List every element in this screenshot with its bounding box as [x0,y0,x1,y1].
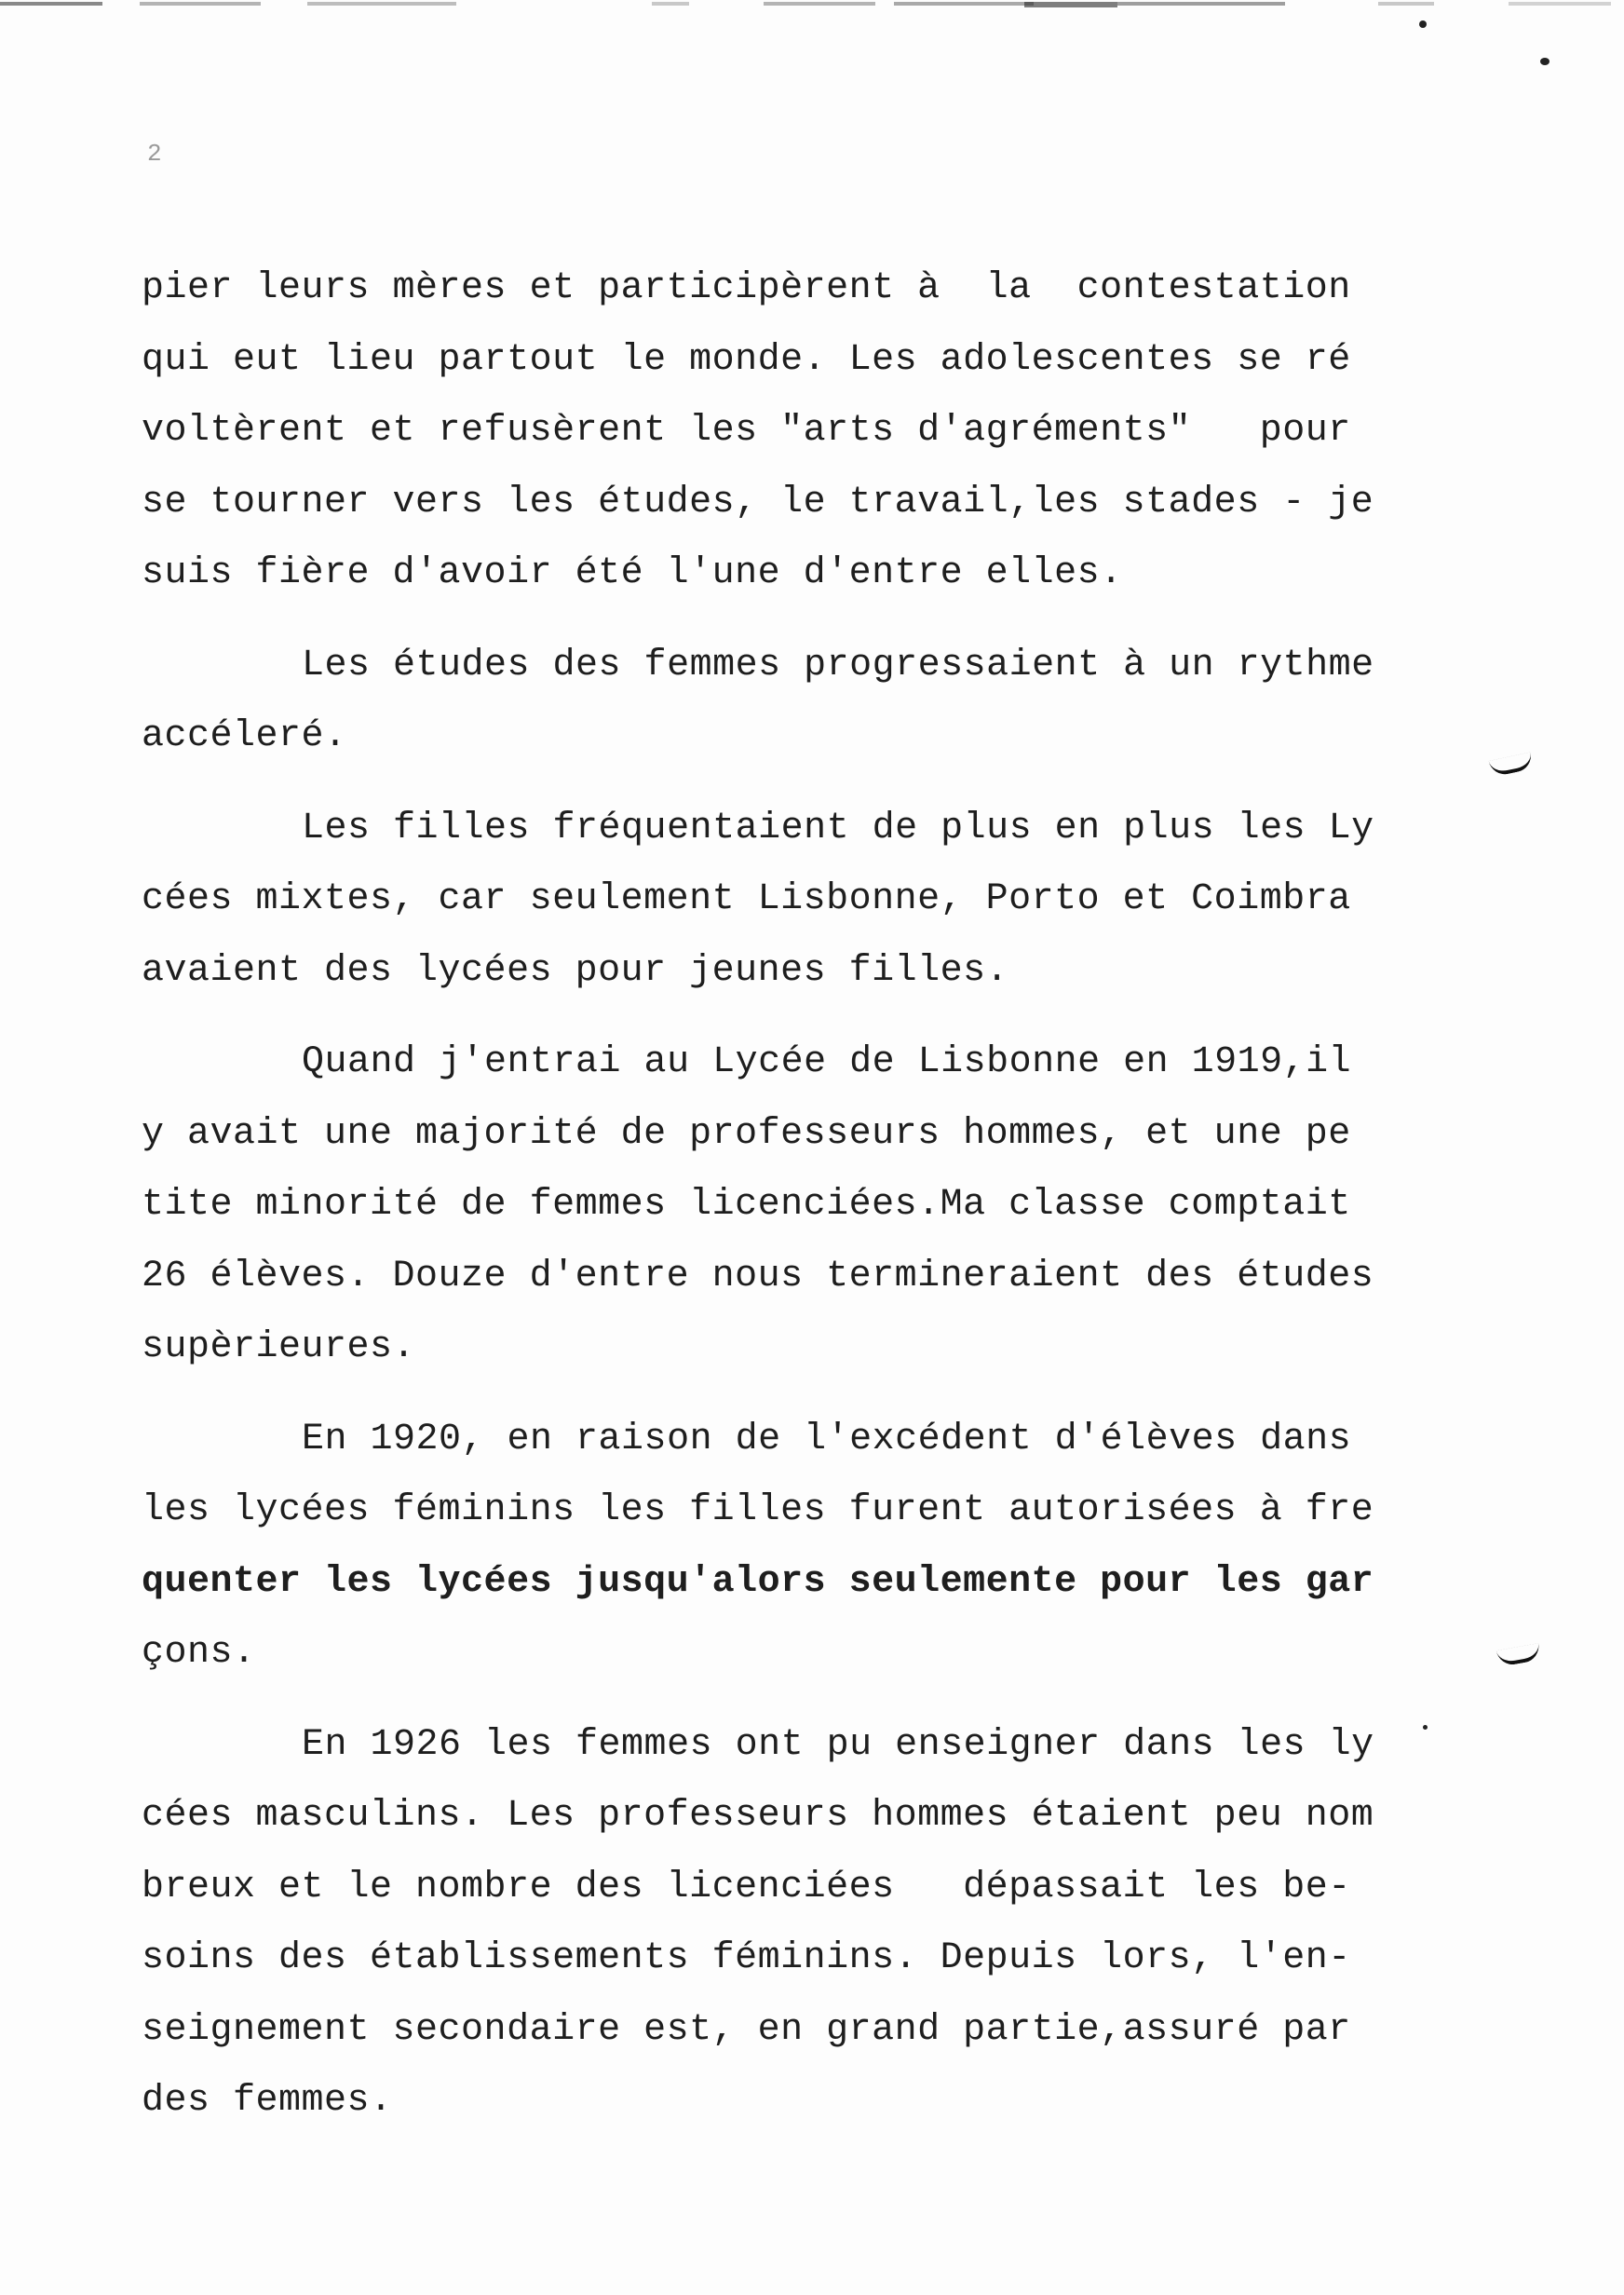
body-text [142,253,1389,2138]
text-line: Quand j'entrai au Lycée de Lisbonne en 1919,il [302,1041,1352,1083]
scan-speck [1423,1725,1428,1730]
page-number: 2 [147,140,163,168]
margin-tick-mark [1496,1643,1541,1667]
scan-artifact-top-edge [0,0,1624,13]
text-line: soins des établissements féminins. Depuis lors, l'en- [142,1937,1351,1979]
text-line: cées masculins. Les professeurs hommes étaient peu nom [142,1795,1374,1837]
scan-speck [1419,20,1427,28]
text-line: En 1926 les femmes ont pu enseigner dans les ly [302,1723,1374,1766]
text-line: qui eut lieu partout le monde. Les adolescentes se ré [142,338,1351,381]
text-line: suis fière d'avoir été l'une d'entre elles. [142,552,1123,594]
text-line: 26 élèves. Douze d'entre nous termineraient des études [142,1255,1374,1297]
text-line: les lycées féminins les filles furent autorisées à fre [142,1489,1374,1531]
text-line: Les études des femmes progressaient à un rythme [302,644,1374,686]
text-line: pier leurs mères et participèrent à la contestation [142,267,1351,309]
text-line: se tourner vers les études, le travail,les stades - je [142,481,1374,523]
text-line: tite minorité de femmes licenciées.Ma classe comptait [142,1184,1351,1226]
paragraph [142,631,1389,773]
text-line: y avait une majorité de professeurs hommes, et une pe [142,1112,1351,1155]
paragraph [142,1027,1389,1384]
text-line: cées mixtes, car seulement Lisbonne, Porto et Coimbra [142,878,1351,920]
text-line: Les filles fréquentaient de plus en plus les Ly [302,807,1374,849]
text-line: accéleré. [142,715,347,757]
text-line: des femmes. [142,2080,393,2122]
margin-tick-mark [1489,752,1535,777]
text-line: çons. [142,1632,256,1674]
scan-speck [1540,58,1550,65]
text-line: En 1920, en raison de l'excédent d'élèves dans [302,1418,1352,1460]
text-line: avaient des lycées pour jeunes filles. [142,949,1009,992]
text-line: quenter les lycées jusqu'alors seulemente pour les gar [142,1560,1374,1603]
text-line: voltèrent et refusèrent les "arts d'agréments" pour [142,410,1351,452]
paragraph [142,1405,1389,1690]
paragraph [142,253,1389,610]
text-line: seignement secondaire est, en grand partie,assuré par [142,2008,1351,2051]
text-line: supèrieures. [142,1326,416,1368]
paragraph [142,1710,1389,2138]
text-line: breux et le nombre des licenciées dépassait les be- [142,1866,1351,1908]
paragraph [142,794,1389,1008]
